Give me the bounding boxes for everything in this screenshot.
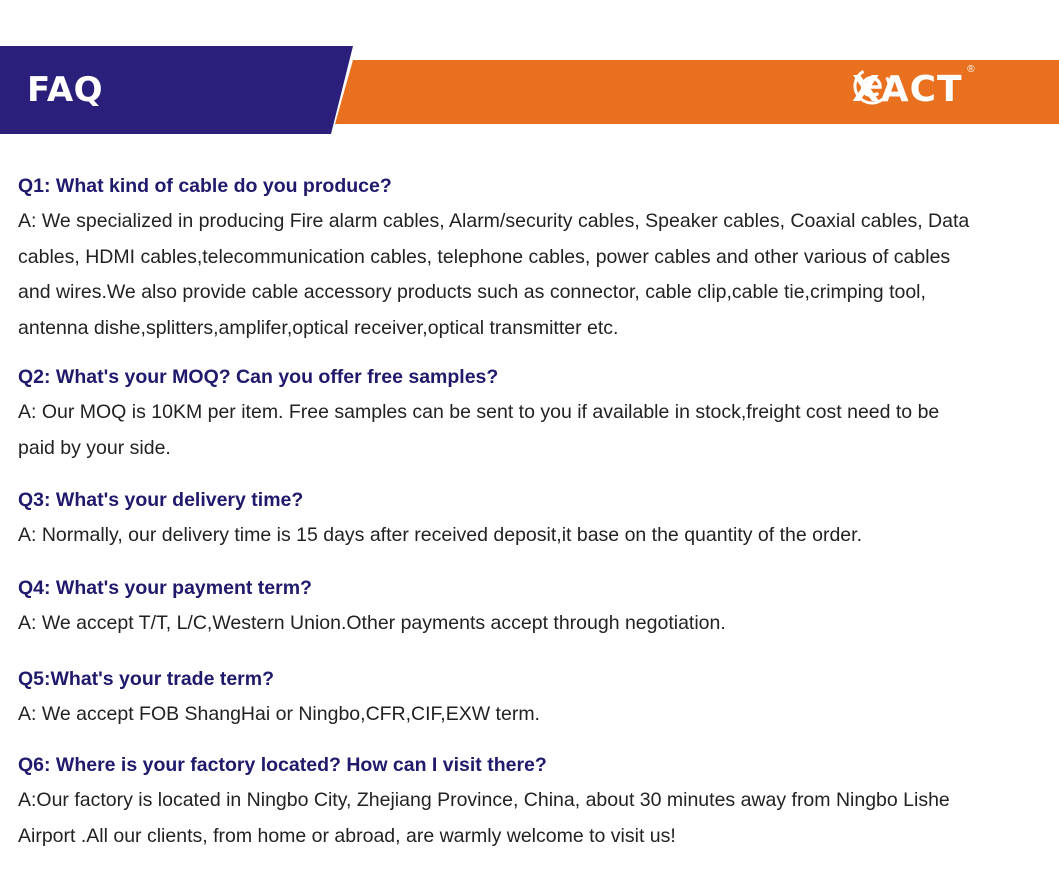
faq-list bbox=[18, 168, 1048, 854]
faq-answer: A:Our factory is located in Ningbo City, Zhejiang Province, China, about 30 minutes away from Ningbo Lishe Airport .All our clients, from home or abroad, are warmly welcome to visit us! bbox=[18, 789, 950, 847]
faq-banner bbox=[0, 46, 1059, 134]
logo-wordmark: XACT bbox=[852, 69, 963, 110]
faq-question: Q4: What's your payment term? bbox=[18, 577, 312, 599]
faq-item-3 bbox=[18, 482, 1048, 570]
e-swirl-icon bbox=[852, 66, 892, 106]
faq-item-5 bbox=[18, 661, 1048, 747]
registered-mark: ® bbox=[967, 64, 975, 75]
faq-question: Q5:What's your trade term? bbox=[18, 668, 275, 690]
faq-item-6 bbox=[18, 747, 1048, 854]
faq-answer: A: Normally, our delivery time is 15 days after received deposit,it base on the quantity of the order. bbox=[18, 524, 862, 546]
faq-question: Q2: What's your MOQ? Can you offer free samples? bbox=[18, 366, 499, 388]
faq-question: Q3: What's your delivery time? bbox=[18, 489, 304, 511]
faq-answer: A: We specialized in producing Fire alarm cables, Alarm/security cables, Speaker cables, Coaxial cables, Data cables, HDMI cables,telecommunication cables, telephone cables, power cables and other various of cables and wires.We also provide cable accessory products such as connector, cable clip,cable tie,crimping tool, antenna dishe,splitters,amplifer,optical receiver,optical transmitter etc. bbox=[18, 210, 970, 339]
faq-item-4 bbox=[18, 570, 1048, 661]
page-title: FAQ bbox=[27, 70, 104, 110]
faq-question: Q1: What kind of cable do you produce? bbox=[18, 175, 392, 197]
faq-question: Q6: Where is your factory located? How can I visit there? bbox=[18, 754, 547, 776]
faq-answer: A: We accept T/T, L/C,Western Union.Other payments accept through negotiation. bbox=[18, 612, 726, 634]
faq-item-1 bbox=[18, 168, 1048, 359]
faq-answer: A: Our MOQ is 10KM per item. Free samples can be sent to you if available in stock,freight cost need to be paid by your side. bbox=[18, 401, 940, 459]
brand-logo bbox=[852, 64, 975, 114]
faq-answer: A: We accept FOB ShangHai or Ningbo,CFR,CIF,EXW term. bbox=[18, 703, 540, 725]
faq-item-2 bbox=[18, 359, 1048, 482]
